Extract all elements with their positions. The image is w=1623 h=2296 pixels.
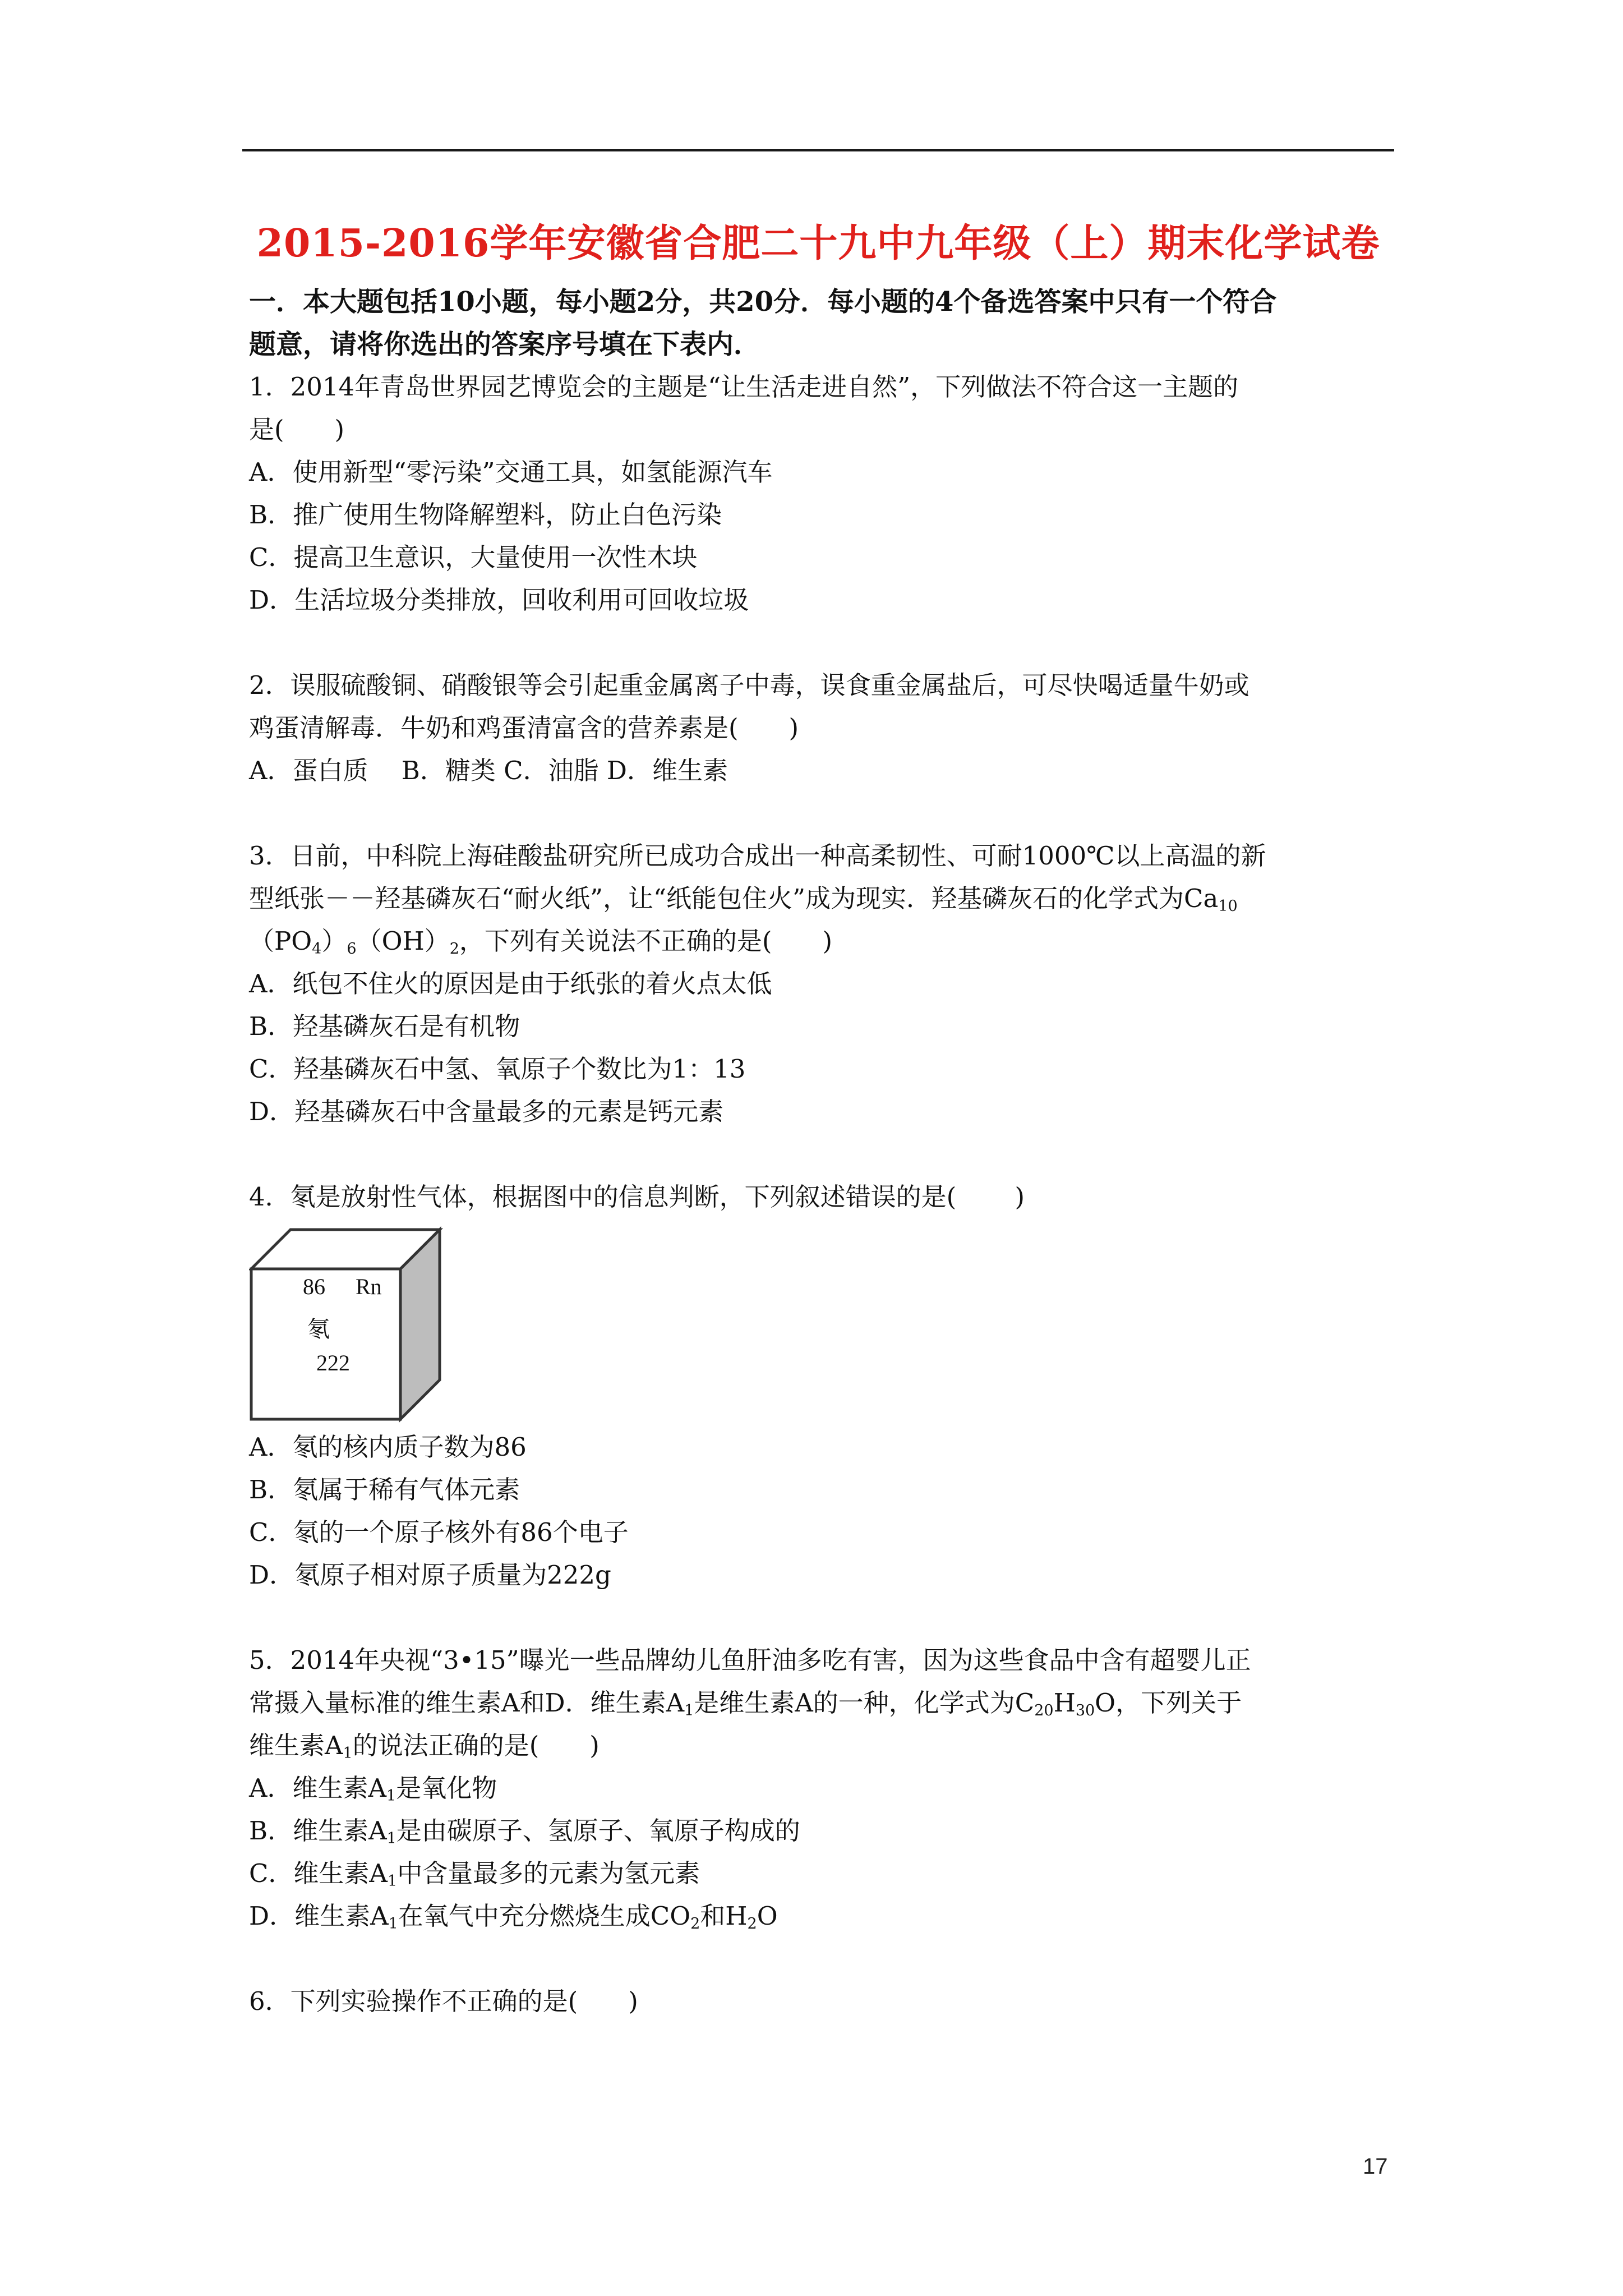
q5-text: 维生素A (249, 1731, 343, 1760)
q4-option-b: B．氡属于稀有气体元素 (249, 1475, 520, 1504)
q1-option-b: B．推广使用生物降解塑料，防止白色污染 (249, 500, 722, 530)
q5-sub: 1 (343, 1744, 353, 1762)
q1-option-c: C．提高卫生意识，大量使用一次性木块 (249, 542, 698, 572)
q5-d-text: D．维生素A (249, 1901, 389, 1931)
q2-stem-line1: 2．误服硫酸铜、硝酸银等会引起重金属离子中毒，误食重金属盐后，可尽快喝适量牛奶或 (249, 670, 1249, 700)
q5-c-text: C．维生素A (249, 1858, 388, 1888)
q5-text: 是维生素A的一种，化学式为C (694, 1688, 1035, 1718)
q5-text: O，下列关于 (1095, 1688, 1242, 1718)
q5-option-d (249, 1895, 1393, 1938)
q5-d-text: 和H (700, 1901, 748, 1931)
element-symbol: Rn (356, 1274, 382, 1299)
spacer (249, 792, 1393, 835)
q3-formula-sub: 2 (449, 940, 459, 958)
q1-option-a: A．使用新型“零污染”交通工具，如氢能源汽车 (249, 457, 773, 487)
q3-formula-sub: 6 (347, 940, 357, 958)
atomic-mass: 222 (316, 1350, 350, 1375)
q4-option-a: A．氡的核内质子数为86 (249, 1432, 527, 1462)
q3-option-d: D．羟基磷灰石中含量最多的元素是钙元素 (249, 1097, 724, 1126)
q5-sub: 1 (684, 1701, 694, 1719)
q4-option-d: D．氡原子相对原子质量为222g (249, 1560, 611, 1590)
spacer (249, 622, 1393, 664)
q2-options: A．蛋白质 B．糖类 C．油脂 D．维生素 (249, 756, 728, 785)
radon-element-cube-figure (249, 1222, 451, 1424)
header-rule (242, 149, 1394, 151)
spacer (249, 1596, 1393, 1639)
q5-stem-line2 (249, 1682, 1393, 1724)
page-title: 2015-2016学年安徽省合肥二十九中九年级（上）期末化学试卷 (256, 221, 1380, 266)
q5-c-text: 中含量最多的元素为氢元素 (397, 1858, 700, 1888)
q5-stem-line3 (249, 1724, 1393, 1767)
q6-stem-line1: 6．下列实验操作不正确的是( ) (249, 1986, 638, 2016)
q5-text: H (1053, 1688, 1076, 1718)
q3-formula-sub: 4 (312, 940, 322, 958)
exam-content (249, 280, 1393, 2023)
atomic-number: 86 (303, 1274, 325, 1299)
q3-formula-part: （OH） (356, 926, 450, 956)
q5-a-text: A．维生素A (249, 1773, 386, 1803)
q3-option-c: C．羟基磷灰石中氢、氧原子个数比为1：13 (249, 1054, 746, 1084)
section-heading-line2: 题意，请将你选出的答案序号填在下表内． (249, 329, 761, 360)
q5-option-b (249, 1810, 1393, 1852)
q5-sub: 20 (1034, 1701, 1054, 1719)
q1-stem-line1: 1．2014年青岛世界园艺博览会的主题是“让生活走进自然”，下列做法不符合这一主题的 (249, 372, 1239, 402)
q5-option-c (249, 1852, 1393, 1895)
q3-stem-line2 (249, 877, 1393, 920)
q5-c-sub: 1 (387, 1872, 398, 1890)
q3-formula-part: （PO (249, 926, 312, 956)
q3-option-a: A．纸包不住火的原因是由于纸张的着火点太低 (249, 969, 772, 999)
q5-a-text: 是氧化物 (396, 1773, 497, 1803)
element-name: 氡 (307, 1317, 330, 1342)
page-number: 17 (1363, 2154, 1388, 2179)
q4-option-c: C．氡的一个原子核外有86个电子 (249, 1517, 629, 1547)
q2-stem-line2: 鸡蛋清解毒．牛奶和鸡蛋清富含的营养素是( ) (249, 713, 799, 743)
q5-sub: 30 (1075, 1701, 1095, 1719)
q5-d-sub: 1 (388, 1915, 398, 1932)
element-cube-drawing (249, 1222, 451, 1424)
q3-line2-text: 型纸张－－羟基磷灰石“耐火纸”，让“纸能包住火”成为现实．羟基磷灰石的化学式为Ca (249, 884, 1219, 913)
q5-text: 常摄入量标准的维生素A和D．维生素A (249, 1688, 685, 1718)
q5-d-text: 在氧气中充分燃烧生成CO (398, 1901, 691, 1931)
q3-stem-line1: 3．日前，中科院上海硅酸盐研究所已成功合成出一种高柔韧性、可耐1000℃以上高温的新 (249, 841, 1266, 871)
q4-stem-line1: 4．氡是放射性气体，根据图中的信息判断，下列叙述错误的是( ) (249, 1182, 1025, 1212)
q3-option-b: B．羟基磷灰石是有机物 (249, 1011, 520, 1041)
q3-ca-subscript: 10 (1218, 897, 1238, 915)
q5-b-text: B．维生素A (249, 1816, 387, 1846)
q5-stem-line1: 5．2014年央视“3•15”曝光一些品牌幼儿鱼肝油多吃有害，因为这些食品中含有超婴儿正 (249, 1645, 1251, 1675)
q5-d-sub: 2 (747, 1915, 757, 1932)
q5-a-sub: 1 (386, 1787, 396, 1805)
q5-d-text: O (757, 1901, 778, 1931)
q3-formula-part: ） (321, 926, 347, 956)
spacer (249, 1938, 1393, 1980)
q5-b-sub: 1 (386, 1829, 396, 1847)
q3-stem-line3 (249, 920, 1393, 963)
q1-option-d: D．生活垃圾分类排放，回收利用可回收垃圾 (249, 585, 749, 615)
q5-d-sub: 2 (690, 1915, 700, 1932)
q5-option-a (249, 1767, 1393, 1810)
section-heading-line1: 一．本大题包括10小题，每小题2分，共20分．每小题的4个备选答案中只有一个符合 (249, 286, 1277, 318)
spacer (249, 1133, 1393, 1176)
q5-b-text: 是由碳原子、氢原子、氧原子构成的 (396, 1816, 800, 1846)
q5-text: 的说法正确的是( ) (352, 1731, 600, 1760)
q3-stem-text: ，下列有关说法不正确的是( ) (459, 926, 833, 956)
q1-stem-line2: 是( ) (249, 415, 345, 444)
